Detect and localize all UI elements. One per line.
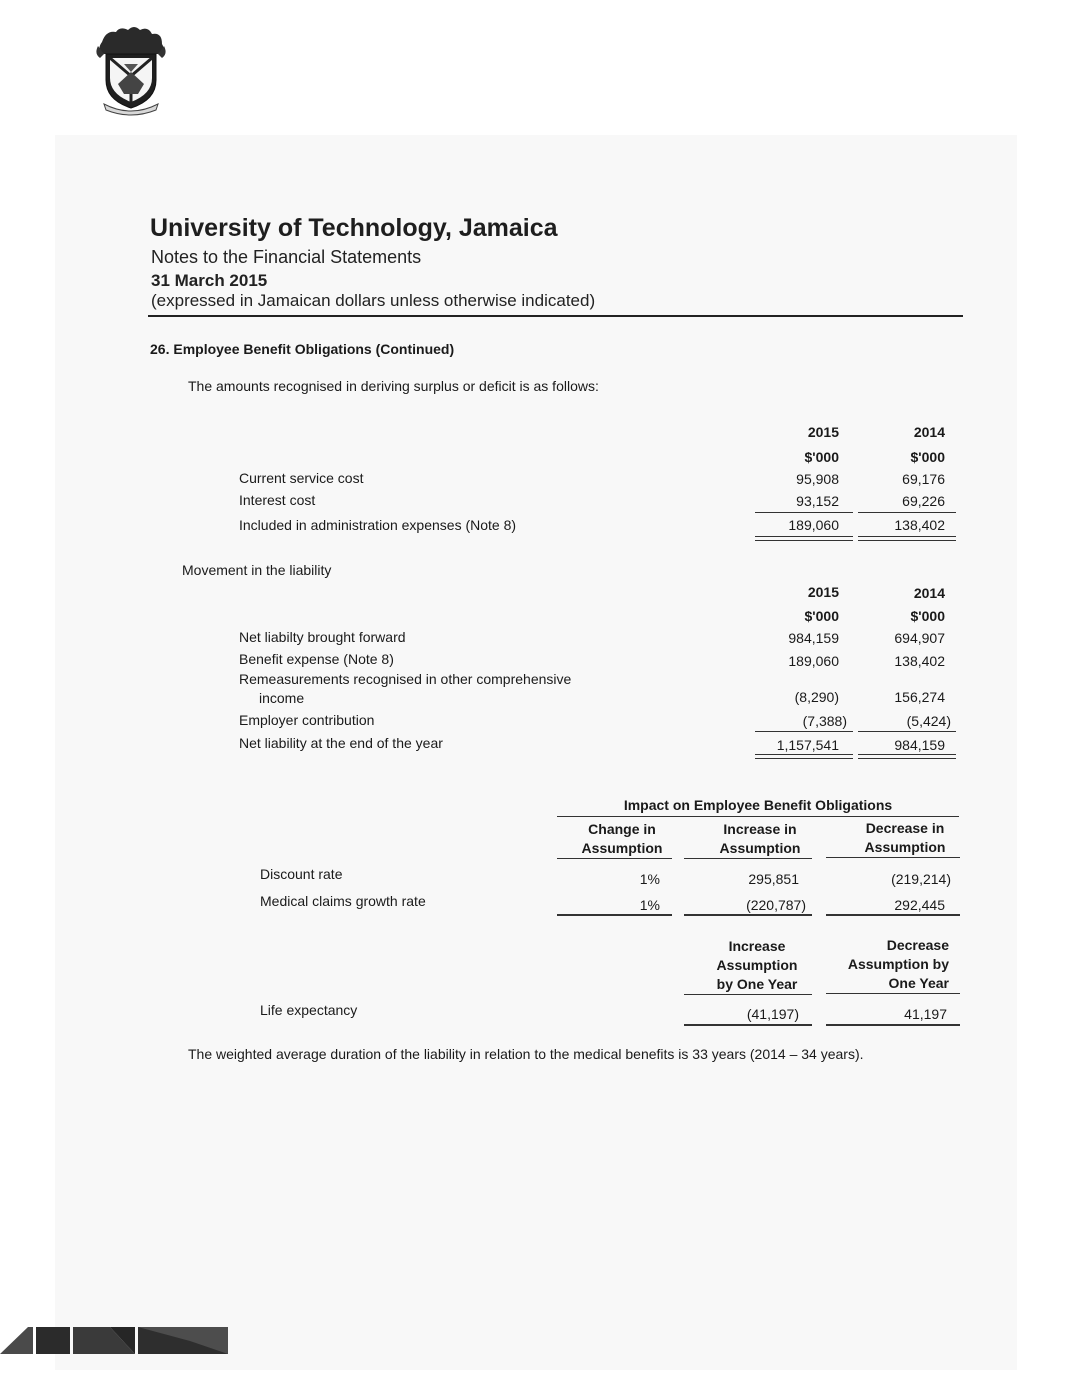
- cell-2014: 694,907: [894, 630, 945, 646]
- row-label-continued: income: [259, 690, 305, 706]
- col-increase-line3: by One Year: [716, 976, 798, 992]
- cell-2015: 189,060: [788, 653, 839, 669]
- page-subtitle: Notes to the Financial Statements: [151, 247, 422, 267]
- cell-decrease: 292,445: [894, 897, 945, 913]
- row-label: Current service cost: [239, 470, 364, 486]
- duration-note: The weighted average duration of the liability in relation to the medical benefits is 33 years (2014 – 34 years).: [188, 1046, 864, 1062]
- total-rule: [826, 1024, 960, 1026]
- cell-2014: 69,226: [902, 493, 945, 509]
- cell-2014: 138,402: [894, 653, 945, 669]
- col-increase-line1: Increase: [728, 938, 786, 954]
- row-label: Remeasurements recognised in other comprehensive: [239, 671, 572, 687]
- total-double-rule: [755, 754, 853, 759]
- subtotal-rule: [755, 512, 853, 513]
- movement-heading: Movement in the liability: [182, 562, 332, 578]
- page-title: University of Technology, Jamaica: [150, 214, 558, 242]
- cell-2014: 69,176: [902, 471, 945, 487]
- col-unit-2014: $'000: [910, 608, 945, 624]
- col-change-line1: Change in: [588, 821, 656, 837]
- cell-2014: 984,159: [894, 737, 945, 753]
- column-rule: [826, 857, 960, 858]
- row-label: Employer contribution: [239, 712, 375, 728]
- cell-2015: 95,908: [796, 471, 839, 487]
- university-crest-icon: [94, 24, 168, 116]
- col-unit-2015: $'000: [804, 608, 839, 624]
- header-rule: [148, 315, 963, 317]
- col-change-line2: Assumption: [581, 840, 663, 856]
- col-unit-2015: $'000: [804, 449, 839, 465]
- currency-note: (expressed in Jamaican dollars unless otherwise indicated): [151, 291, 596, 310]
- col-increase-line2: Assumption: [719, 840, 801, 856]
- heading-rule: [557, 816, 959, 817]
- total-rule: [557, 914, 672, 916]
- cell-2014: 138,402: [894, 517, 945, 533]
- col-decrease-line1: Decrease: [886, 937, 949, 953]
- total-rule: [826, 914, 960, 916]
- total-rule: [684, 914, 812, 916]
- total-double-rule: [858, 536, 956, 541]
- cell-2015: 93,152: [796, 493, 839, 509]
- cell-2015: 189,060: [788, 517, 839, 533]
- col-increase-line2: Assumption: [716, 957, 798, 973]
- column-rule: [557, 858, 672, 859]
- row-label: Interest cost: [239, 492, 316, 508]
- section-intro: The amounts recognised in deriving surplus or deficit is as follows:: [188, 378, 599, 394]
- cell-2015: 984,159: [788, 630, 839, 646]
- cell-2015: (8,290): [794, 689, 839, 705]
- sensitivity-heading: Impact on Employee Benefit Obligations: [623, 797, 893, 813]
- total-double-rule: [858, 754, 956, 759]
- column-rule: [684, 994, 812, 995]
- cell-2015: 1,157,541: [776, 737, 839, 753]
- row-label: Net liability at the end of the year: [239, 735, 443, 751]
- cell-2014: 156,274: [894, 689, 945, 705]
- column-rule: [684, 858, 812, 859]
- total-rule: [684, 1024, 812, 1026]
- subtotal-rule: [858, 512, 956, 513]
- cell-increase: (220,787): [746, 897, 806, 913]
- statement-date: 31 March 2015: [151, 271, 268, 290]
- col-decrease-line2: Assumption by: [847, 956, 949, 972]
- subtotal-rule: [858, 731, 956, 732]
- col-year-2014: 2014: [913, 585, 945, 601]
- row-label: Medical claims growth rate: [260, 893, 426, 909]
- cell-change: 1%: [639, 897, 660, 913]
- cell-decrease: (219,214): [891, 871, 951, 887]
- footer-stripes-icon: [0, 1327, 230, 1354]
- subtotal-rule: [755, 731, 853, 732]
- section-heading: 26. Employee Benefit Obligations (Continued): [150, 341, 455, 357]
- total-double-rule: [755, 536, 853, 541]
- column-rule: [826, 993, 960, 994]
- cell-increase: 295,851: [748, 871, 799, 887]
- col-year-2014: 2014: [913, 424, 945, 440]
- col-year-2015: 2015: [807, 424, 839, 440]
- cell-2015: (7,388): [802, 713, 847, 729]
- row-label: Included in administration expenses (Note 8): [239, 517, 517, 533]
- cell-change: 1%: [639, 871, 660, 887]
- col-decrease-line2: Assumption: [864, 839, 946, 855]
- col-year-2015: 2015: [807, 584, 839, 600]
- col-unit-2014: $'000: [910, 449, 945, 465]
- col-increase-line1: Increase in: [723, 821, 797, 837]
- row-label: Net liabilty brought forward: [239, 629, 406, 645]
- col-decrease-line3: One Year: [888, 975, 949, 991]
- col-decrease-line1: Decrease in: [865, 820, 945, 836]
- row-label: Benefit expense (Note 8): [239, 651, 394, 667]
- cell-2014: (5,424): [906, 713, 951, 729]
- row-label: Life expectancy: [260, 1002, 358, 1018]
- row-label: Discount rate: [260, 866, 343, 882]
- cell-increase: (41,197): [746, 1006, 799, 1022]
- cell-decrease: 41,197: [904, 1006, 947, 1022]
